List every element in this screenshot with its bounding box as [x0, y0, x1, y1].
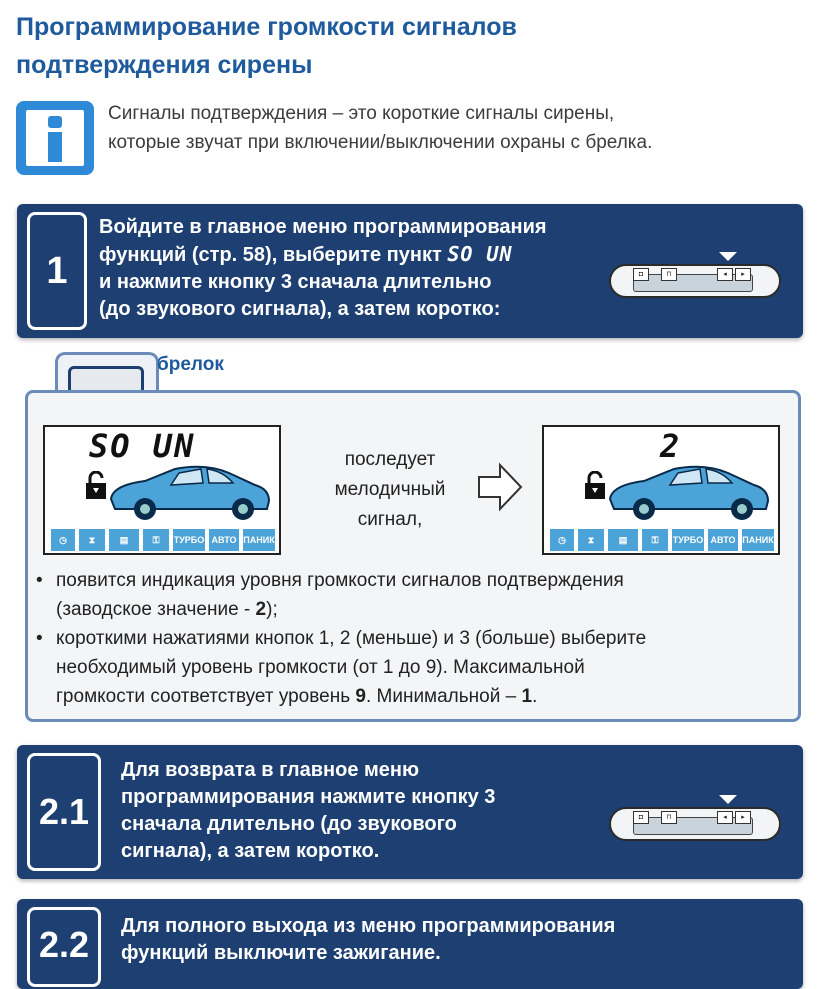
- step-1-line-1: Войдите в главное меню программирования: [99, 216, 547, 238]
- step-1-line-4: (до звукового сигнала), а затем коротко:: [99, 298, 501, 320]
- step-2-2-line-1: Для полного выхода из меню программирования: [121, 915, 616, 937]
- step-1-code: SO UN: [447, 242, 513, 266]
- arrow-down-icon: [719, 252, 737, 261]
- lock-icon-right: [584, 471, 606, 501]
- arrow-down-icon-2: [719, 795, 737, 804]
- bullet-2-line-3: громкости соответствует уровень 9. Минимальной – 1.: [56, 686, 538, 707]
- step-2-1-line-3: сначала длительно (до звукового: [121, 813, 457, 835]
- info-icon: [16, 101, 94, 175]
- timer-icon-right: ◷: [550, 529, 574, 551]
- bullet-2-line-1: короткими нажатиями кнопок 1, 2 (меньше) и 3 (больше) выберите: [56, 628, 647, 649]
- step-2-1-number: 2.1: [27, 753, 101, 871]
- step-1-text: [99, 214, 659, 323]
- step-2-1-line-1: Для возврата в главное меню: [121, 759, 420, 781]
- step-1-line-2-text: функций (стр. 58), выберите пункт: [99, 244, 442, 266]
- step-2-2-number: 2.2: [27, 907, 101, 987]
- turbo-badge: ТУРБО: [173, 529, 205, 551]
- step-1-card: [17, 204, 803, 338]
- step-2-2-card: [17, 899, 803, 989]
- bullet-2-line-2: необходимый уровень громкости (от 1 до 9). Максимальной: [56, 657, 585, 678]
- turbo-badge-right: ТУРБО: [672, 529, 704, 551]
- info-line-1: Сигналы подтверждения – это короткие сигналы сирены,: [108, 103, 615, 124]
- melody-text: [310, 445, 470, 535]
- arrow-right-icon: [476, 462, 524, 512]
- key-fob-icon: ◘ ⊓ ◂ ▸: [609, 252, 781, 302]
- info-line-2: которые звучат при включении/выключении охраны с брелка.: [108, 132, 653, 153]
- hourglass-icon-right: ⧗: [578, 529, 604, 551]
- lcd-right-text: 2: [660, 427, 682, 465]
- panic-badge-right: ПАНИК: [742, 529, 774, 551]
- fob-label: брелок: [157, 354, 224, 375]
- step-2-1-text: [121, 757, 601, 865]
- title-line-2: подтверждения сирены: [16, 51, 313, 79]
- bullet-item-2: • короткими нажатиями кнопок 1, 2 (меньше) и 3 (больше) выберите необходимый уровень громкости (от 1 до 9). Максимальной громкости соответствует уровень 9. Минимальной – 1.: [36, 624, 796, 711]
- lcd-left-text: SO UN: [89, 427, 196, 465]
- step-1-number: 1: [27, 212, 87, 330]
- auto-badge: АВТО: [209, 529, 239, 551]
- engine-icon: ▤: [109, 529, 139, 551]
- step-2-2-line-2: функций выключите зажигание.: [121, 942, 441, 964]
- info-text: [108, 99, 818, 157]
- melody-line-3: сигнал,: [357, 509, 423, 530]
- page-title: [16, 8, 756, 84]
- bullet-1-line-1: появится индикация уровня громкости сигналов подтверждения: [56, 570, 624, 591]
- step-2-1-card: [17, 745, 803, 879]
- key-icon: ⚿: [143, 529, 169, 551]
- bullet-1-line-2: (заводское значение - 2);: [56, 599, 278, 620]
- timer-icon: ◷: [51, 529, 75, 551]
- lcd-screen-right: [542, 425, 780, 555]
- step-2-1-line-4: сигнала), а затем коротко.: [121, 840, 380, 862]
- melody-line-2: мелодичный: [334, 479, 446, 500]
- car-icon: [105, 459, 275, 523]
- title-line-1: Программирование громкости сигналов: [16, 13, 517, 41]
- hourglass-icon: ⧗: [79, 529, 105, 551]
- lcd-screen-left: [43, 425, 281, 555]
- engine-icon-right: ▤: [608, 529, 638, 551]
- step-2-2-text: [121, 913, 781, 967]
- step-1-line-2: [99, 241, 659, 269]
- step-1-line-3: и нажмите кнопку 3 сначала длительно: [99, 271, 492, 293]
- auto-badge-right: АВТО: [708, 529, 738, 551]
- car-icon-right: [604, 459, 774, 523]
- key-icon-right: ⚿: [642, 529, 668, 551]
- bullet-item-1: • появится индикация уровня громкости сигналов подтверждения (заводское значение - 2);: [36, 566, 796, 624]
- panic-badge: ПАНИК: [243, 529, 275, 551]
- step-2-1-line-2: программирования нажмите кнопку 3: [121, 786, 496, 808]
- lock-icon: [85, 471, 107, 501]
- melody-line-1: последует: [344, 449, 436, 470]
- key-fob-icon-2: ◘ ⊓ ◂ ▸: [609, 795, 781, 845]
